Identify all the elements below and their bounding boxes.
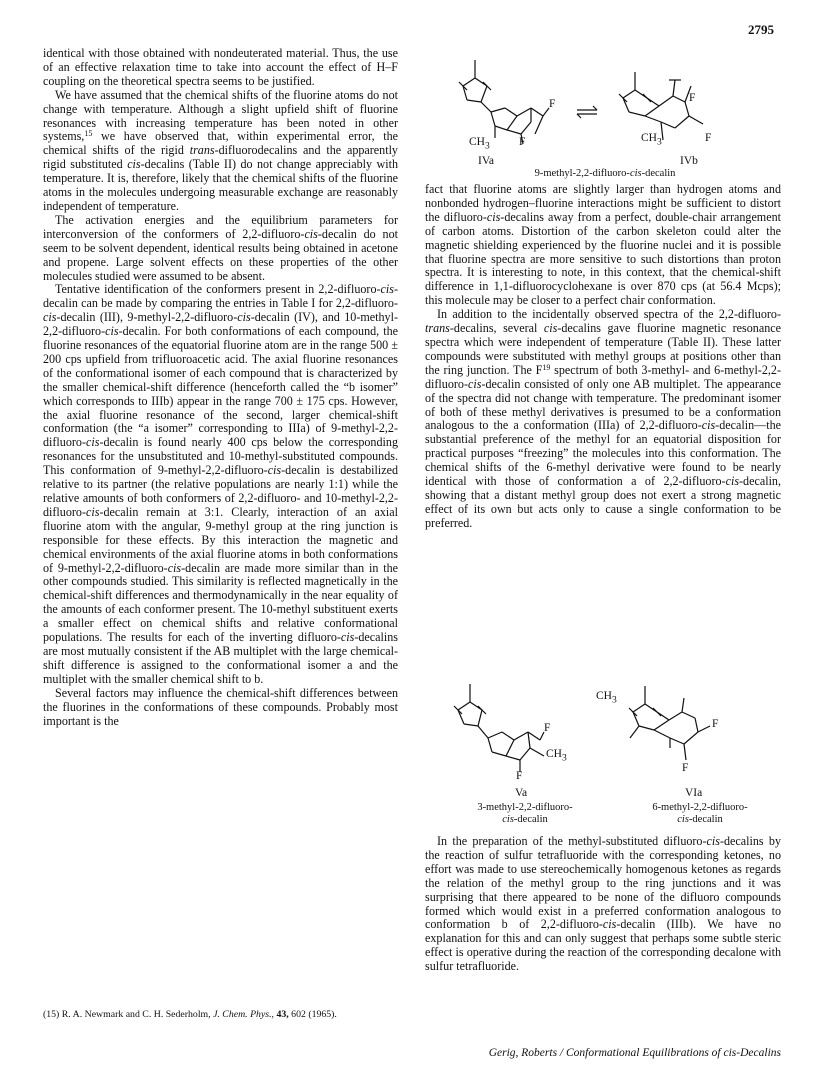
decalin-conformers-svg bbox=[445, 50, 745, 150]
paragraph-r2: In addition to the incidentally observed spectra of the 2,2-difluoro-trans-decalins, several cis-decalins gave fluorine magnetic resonance spectra which were independent of temperature (Table II). These latter compounds were substituted with methyl groups at positions other than the ring junction. The $F^{19}$ spectrum of both 3-methyl- and 6-methyl-2,2-difluoro-cis-decalin consisted of only one AB multiplet. The appearance of the spectra did not change with temperature. The predominant isomer of both of these methyl derivatives is presumed to be a conformation analogous to the a conformation (IIIa) of 2,2-difluoro-cis-decalin—the substantial preference of the methyl for an equatorial disposition for practical purposes “freezing” the molecules into this conformation. The chemical shifts of the 6-methyl derivative were found to be nearly identical with those of conformation a of 2,2-difluoro-cis-decalin, showing that a distant methyl group does not exert a strong magnetic effect of its own but acts only to cause a single conformation to be preferred. bbox=[425, 307, 781, 530]
running-footer: Gerig, Roberts / Conformational Equilibrations of cis-Decalins bbox=[488, 1047, 781, 1059]
atom-label-f: F bbox=[689, 92, 696, 104]
page-number: 2795 bbox=[748, 22, 774, 37]
atom-label-ch3: $CH_3$ bbox=[641, 132, 662, 148]
atom-label-f: F bbox=[549, 98, 556, 110]
paragraph-1: identical with those obtained with nondeuterated material. Thus, the use of an effective relaxation time to take into account the effect of H–F coupling on the theoretical spectra seems to be justified. bbox=[43, 46, 398, 88]
atom-label-ch3: $CH_3$ bbox=[546, 748, 567, 764]
caption-va: 3-methyl-2,2-difluoro- cis-decalin bbox=[477, 802, 573, 825]
paragraph-4: Tentative identification of the conformers present in 2,2-difluoro-cis-decalin can be made by comparing the entries in Table I for 2,2-difluoro-cis-decalin (III), 9-methyl-2,2-difluoro-cis-decalin (IV), and 10-methyl-2,2-difluoro-cis-decalin. For both conformations of each compound, the fluorine resonances of the equatorial fluorine atom are in the range 500 ± 200 cps upfield from trifluoroacetic acid. The axial fluorine resonances of the conformational isomer of each compound that is characterized by the smaller chemical-shift difference (henceforth called the “b isomer” which corresponds to IIIb) appear in the range 700 ± 175 cps. However, the axial fluorine resonance of the second, larger chemical-shift conformation (the “a isomer” corresponding to IIIa) of 9-methyl-2,2-difluoro-cis-decalin is found nearly 400 cps below the corresponding resonances for the unsubstituted and 10-methyl-substituted compounds. This conformation of 9-methyl-2,2-difluoro-cis-decalin is destabilized relative to its partner (the relative populations are nearly 1:1) while the relative amounts of both conformers of 2,2-difluoro- and 10-methyl-2,2-difluoro-cis-decalin remain at 3:1. Clearly, interaction of an axial fluorine atom with the angular, 9-methyl group at the ring junction is responsible for these effects. By this interaction the magnetic and chemical environments of the axial fluorine atoms in both conformations of 9-methyl-2,2-difluoro-cis-decalin are made more similar than in the other compounds studied. This similarity is reflected magnetically in the chemical-shift differences and thermodynamically in the near equality of the amounts of each conformer present. The 10-methyl substituent exerts a smaller effect on chemical shifts and relative conformational populations. The results for each of the inverting difluoro-cis-decalins are most mutually consistent if the AB multiplet with the large chemical-shift difference is assigned to the conformational isomer a and the multiplet with the smaller chemical shift to b. bbox=[43, 282, 398, 686]
atom-label-f: F bbox=[516, 770, 523, 782]
structure-va-via bbox=[440, 676, 760, 782]
paragraph-3: The activation energies and the equilibrium parameters for interconversion of the conformers of 2,2-difluoro-cis-decalin do not seem to be solvent dependent, identical results being obtained in acetone and propene. Large solvent effects on these properties of the other molecules studied were assumed to be absent. bbox=[43, 212, 398, 283]
label-va: Va bbox=[515, 787, 528, 799]
structure-iva-ivb bbox=[445, 50, 745, 150]
atom-label-ch3: $CH_3$ bbox=[469, 136, 490, 152]
left-column bbox=[43, 47, 398, 728]
atom-label-f: F bbox=[544, 722, 551, 734]
footnote-ref-15: 15 bbox=[84, 129, 93, 139]
atom-label-f: F bbox=[682, 762, 689, 774]
right-column bbox=[425, 183, 781, 531]
label-iva: IVa bbox=[478, 155, 494, 167]
label-ivb: IVb bbox=[680, 155, 698, 167]
right-column-lower bbox=[425, 835, 781, 974]
paragraph-5: Several factors may influence the chemical-shift differences between the fluorines in the conformations of these compounds. Probably most important is the bbox=[43, 685, 398, 728]
atom-label-f: F bbox=[705, 132, 712, 144]
atom-label-f: F bbox=[519, 136, 526, 148]
atom-label-f: F bbox=[712, 718, 719, 730]
paragraph-2: We have assumed that the chemical shifts of the fluorine atoms do not change with temperature. Although a slight upfield shift of fluorine resonances with increasing temperature has been noted in other systems,$^{15}$ we have observed that, within experimental error, the chemical shifts of the rigid trans-difluorodecalins and the apparently rigid substituted cis-decalins (Table II) do not change appreciably with temperature. It is, therefore, likely that the chemical shifts of the fluorine atoms in the molecules undergoing measurable exchange are reasonably independent of temperature. bbox=[43, 87, 399, 213]
paragraph-r1: fact that fluorine atoms are slightly larger than hydrogen atoms and nonbonded hydrogen–fluorine interactions might be sufficient to distort the difluoro-cis-decalins away from a perfect, double-chair arrangement of carbon atoms. Distortion of the carbon skeleton could alter the magnetic shielding experienced by the fluorine nuclei and it is possible that fluorine spectra are more sensitive to such distortions than proton spectra. It is interesting to note, in this context, that the chemical-shift difference in 1,1-difluorocyclohexane is over 870 cps (at 56.4 Mcps); this molecule may be closer to a perfect chair conformation. bbox=[425, 182, 781, 308]
label-via: VIa bbox=[685, 787, 703, 799]
atom-label-ch3: $CH_3$ bbox=[596, 690, 617, 706]
caption-iv: 9-methyl-2,2-difluoro-cis-decalin bbox=[534, 168, 676, 179]
paragraph-r3: In the preparation of the methyl-substituted difluoro-cis-decalins by the reaction of sulfur tetrafluoride with the corresponding ketones, no effort was made to use stereochemically homogenous ketones as regards the relation of the methyl group to the ring junctions and it was surprising that there appeared to be none of the difluoro compounds formed which would exist in a preferred conformation analogous to conformation b of 2,2-difluoro-cis-decalin (IIIb). We have no explanation for this and can only suggest that perhaps some subtle steric effect is operative during the reaction of the corresponding decalone with sulfur tetrafluoride. bbox=[425, 834, 781, 974]
footnote-15: (15) R. A. Newmark and C. H. Sederholm, J. Chem. Phys., 43, 602 (1965). bbox=[43, 1009, 337, 1020]
caption-via: 6-methyl-2,2-difluoro- cis-decalin bbox=[652, 802, 748, 825]
